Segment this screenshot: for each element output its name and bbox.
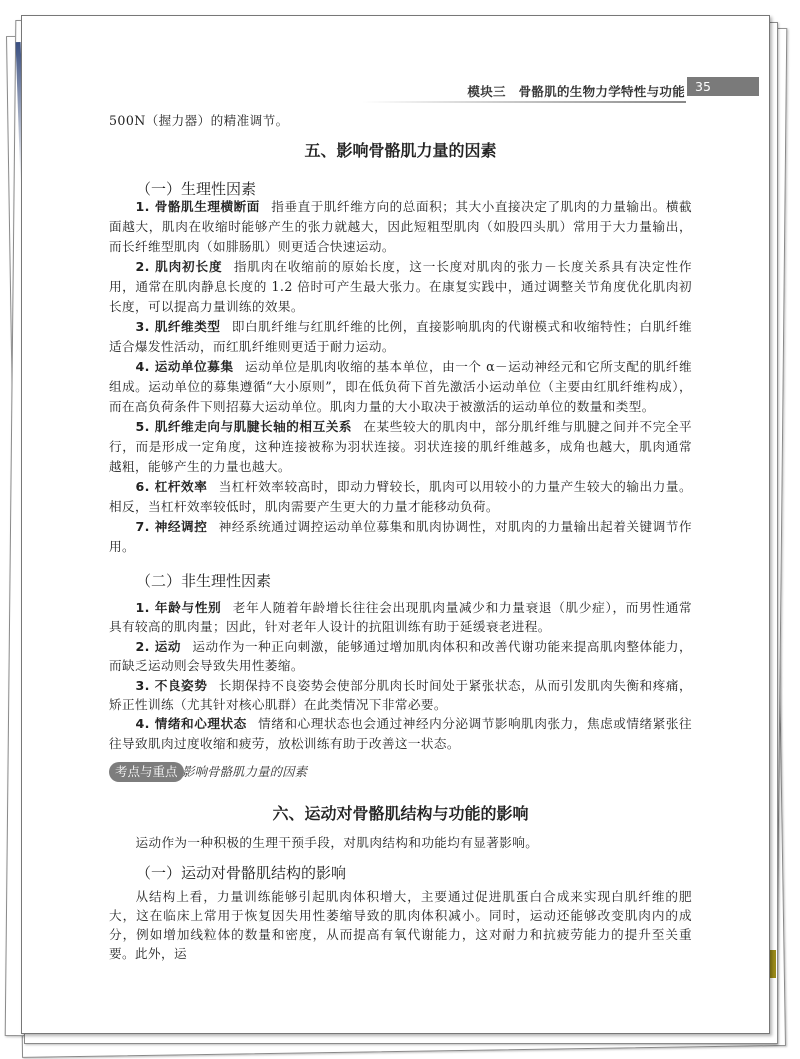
subsection-heading: （一）生理性因素: [136, 180, 257, 198]
paragraph-text: 运动作为一种正向刺激，能够通过增加肌肉体积和改善代谢功能来提高肌肉整体能力，而缺乏运动则会导致失用性萎缩。: [109, 638, 692, 674]
paragraph: [109, 598, 692, 637]
page-edge-strip: [770, 950, 776, 978]
section-intro: [109, 833, 692, 853]
paragraph-text: 老年人随着年龄增长往往会出现肌肉量减少和力量衰退（肌少症），而男性通常具有较高的肌肉量；因此，针对老年人设计的抗阻训练有助于延缓衰老进程。: [109, 600, 692, 635]
term: 3. 肌纤维类型: [135, 319, 221, 334]
paragraph-text: 情绪和心理状态也会通过神经内分泌调节影响肌肉张力，焦虑或情绪紧张往往导致肌肉过度收缩和疲劳，放松训练有助于改善这一状态。: [109, 716, 692, 751]
paragraph-text: 指垂直于肌纤维方向的总面积；其大小直接决定了肌肉的力量输出。横截面越大，肌肉在收缩时能够产生的张力就越大，因此短粗型肌肉（如股四头肌）常用于大力量输出，而长纤维型肌肉（如腓肠肌）则更适合快速运动。: [109, 199, 692, 254]
subsection-heading: （一）运动对骨骼肌结构的影响: [136, 864, 347, 882]
section-heading: 六、运动对骨骼肌结构与功能的影响: [272, 804, 529, 823]
term: 1. 年龄与性别: [135, 600, 222, 615]
paragraph-text: 从结构上看，力量训练能够引起肌肉体积增大，主要通过促进肌蛋白合成来实现白肌纤维的肥大，这在临床上常用于恢复因失用性萎缩导致的肌肉体积减小。同时，运动还能够改变肌肉内的成分，例如增加线粒体的数量和密度，从而提高有氧代谢能力，这对耐力和抗疲劳能力的提升至关重要。此外，运: [109, 889, 692, 961]
paragraph: [109, 714, 692, 753]
subsection-heading: （二）非生理性因素: [136, 572, 272, 590]
paragraph: [109, 676, 692, 715]
paragraph: [109, 257, 692, 317]
term: 6. 杠杆效率: [135, 479, 208, 494]
paragraph-text: 在某些较大的肌肉中，部分肌纤维与肌腱之间并不完全平行，而是形成一定角度，这种连接被称为羽状连接。羽状连接的肌纤维越多，成角也越大，肌肉通常越粗，能够产生的力量也越大。: [109, 419, 692, 474]
section-heading: 五、影响骨骼肌力量的因素: [304, 141, 497, 160]
paragraph-text: 指肌肉在收缩前的原始长度，这一长度对肌肉的张力－长度关系具有决定性作用，通常在肌肉静息长度的 1.2 倍时可产生最大张力。在康复实践中，通过调整关节角度优化肌肉初长度，可以提高力量训练的效果。: [109, 259, 692, 314]
term: 7. 神经调控: [135, 519, 208, 534]
term: 4. 情绪和心理状态: [135, 716, 247, 732]
non-physiological-factors: [109, 598, 692, 753]
term: 1. 骨骼肌生理横断面: [135, 199, 260, 214]
key-point-badge: 考点与重点: [109, 762, 184, 782]
paragraph: [109, 197, 692, 257]
paragraph: [109, 477, 692, 517]
structure-effects: [109, 887, 692, 963]
header-rule: [362, 101, 686, 103]
paragraph-text: 运动作为一种积极的生理干预手段，对肌肉结构和功能均有显著影响。: [135, 835, 539, 850]
paragraph-text: 500N（握力器）的精准调节。: [109, 113, 289, 128]
book-page: [21, 15, 770, 1034]
paragraph: [109, 417, 692, 477]
paragraph-text: 运动单位是肌肉收缩的基本单位，由一个 α－运动神经元和它所支配的肌纤维组成。运动单位的募集遵循“大小原则”，即在低负荷下首先激活小运动单位（主要由红肌纤维构成），而在高负荷条件下则招募大运动单位。肌肉力量的大小取决于被激活的运动单位的数量和类型。: [109, 359, 692, 414]
term: 5. 肌纤维走向与肌腱长轴的相互关系: [135, 419, 353, 434]
physiological-factors: [109, 197, 692, 557]
paragraph-text: 神经系统通过调控运动单位募集和肌肉协调性，对肌肉的力量输出起着关键调节作用。: [109, 519, 692, 554]
paragraph: [109, 517, 692, 557]
term: 3. 不良姿势: [135, 677, 208, 693]
term: 4. 运动单位募集: [135, 359, 234, 374]
term: 2. 肌肉初长度: [135, 259, 223, 274]
continuation-text: [109, 111, 692, 131]
paragraph-text: 长期保持不良姿势会使部分肌肉长时间处于紧张状态，从而引发肌肉失衡和疼痛，矫正性训练（尤其针对核心肌群）在此类情况下非常必要。: [109, 677, 692, 713]
paragraph: [109, 637, 692, 676]
running-header-title: 模块三 骨骼肌的生物力学特性与功能: [467, 84, 685, 99]
paragraph-text: 即白肌纤维与红肌纤维的比例，直接影响肌肉的代谢模式和收缩特性；白肌纤维适合爆发性活动，而红肌纤维则更适于耐力运动。: [109, 319, 693, 354]
paragraph: [109, 357, 692, 417]
page-number: 35: [687, 77, 759, 96]
paragraph: [109, 317, 692, 357]
term: 2. 运动: [135, 638, 182, 654]
paragraph-text: 当杠杆效率较高时，即动力臂较长，肌肉可以用较小的力量产生较大的输出力量。相反，当杠杆效率较低时，肌肉需要产生更大的力量才能移动负荷。: [109, 479, 692, 514]
key-point-text: 影响骨骼肌力量的因素: [182, 764, 308, 779]
